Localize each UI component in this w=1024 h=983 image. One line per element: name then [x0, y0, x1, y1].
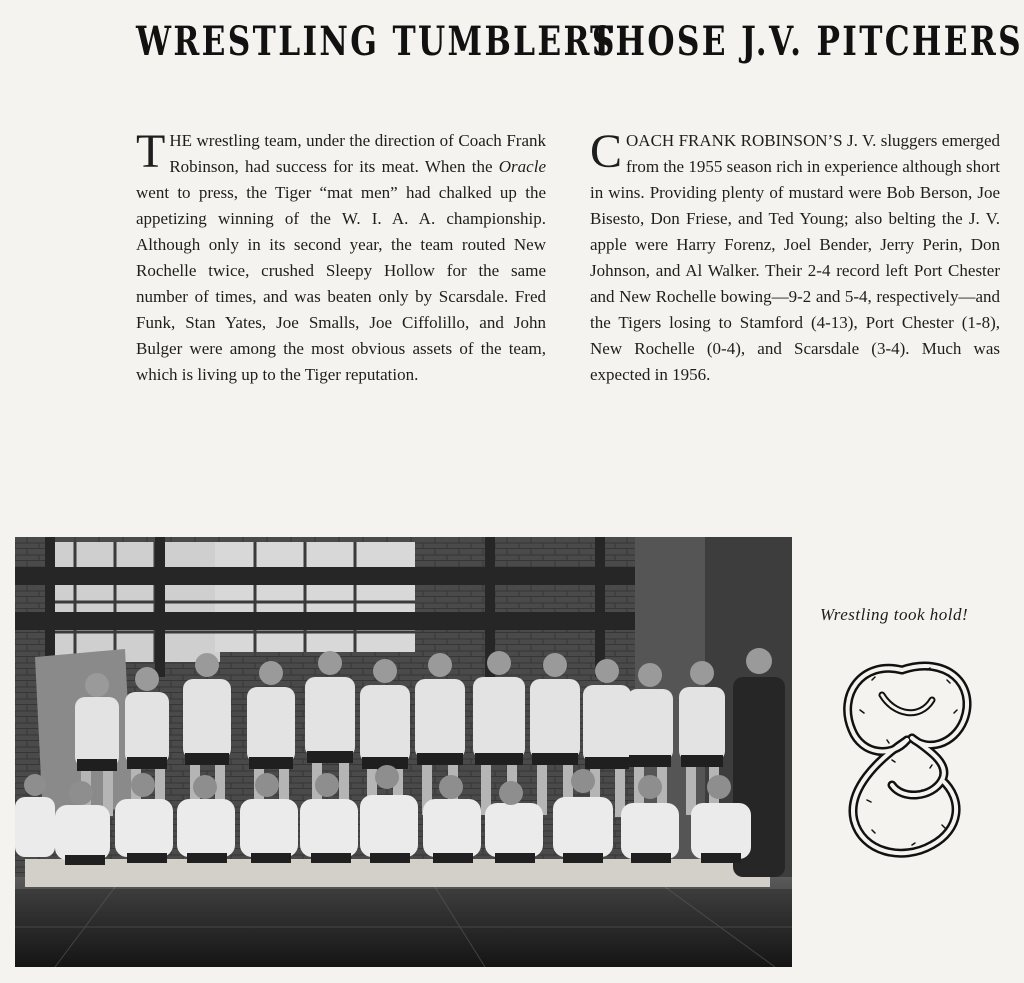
- dropcap-right: C: [590, 125, 623, 178]
- article-wrestling-lead: HE wrestling team, under the direction of Coach Frank Robinson, had success for its meat. When the: [169, 131, 546, 176]
- article-wrestling: [136, 125, 546, 388]
- oracle-title: Oracle: [498, 157, 546, 176]
- headline-wrestling: WRESTLING TUMBLERS: [136, 18, 617, 65]
- article-wrestling-rest: went to press, the Tiger “mat men” had chalked up the appetizing winning of the W. I. A. A. championship. Although only in its second year, the team routed New Rochelle twice, crushed Sleepy Hollow for the same number of times, and was beaten only by Scarsdale. Fred Funk, Stan Yates, Joe Smalls, Joe Ciffolillo, and John Bulger were among the most obvious assets of the team, which is living up to the Tiger reputation.: [136, 183, 546, 384]
- wrestling-team-photo: [15, 537, 792, 967]
- article-jv-body: OACH FRANK ROBINSON’S J. V. sluggers emerged from the 1955 season rich in experience although short in wins. Providing plenty of mustard were Bob Berson, Joe Bisesto, Don Friese, and Ted Young; also belting the J. V. apple were Harry Forenz, Joel Bender, Jerry Perin, Don Johnson, and Al Walker. Their 2-4 record left Port Chester and New Rochelle bowing—9-2 and 5-4, respectively—and the Tigers losing to Stamford (4-13), Port Chester (1-8), New Rochelle (0-4), and Scarsdale (3-4). Much was expected in 1956.: [590, 131, 1000, 384]
- dropcap-left: T: [136, 125, 166, 178]
- headline-jv-pitchers: THOSE J.V. PITCHERS: [590, 18, 1024, 65]
- pretzel-illustration: [832, 640, 982, 865]
- article-jv-pitchers: [590, 125, 1000, 388]
- caption: Wrestling took hold!: [820, 605, 969, 624]
